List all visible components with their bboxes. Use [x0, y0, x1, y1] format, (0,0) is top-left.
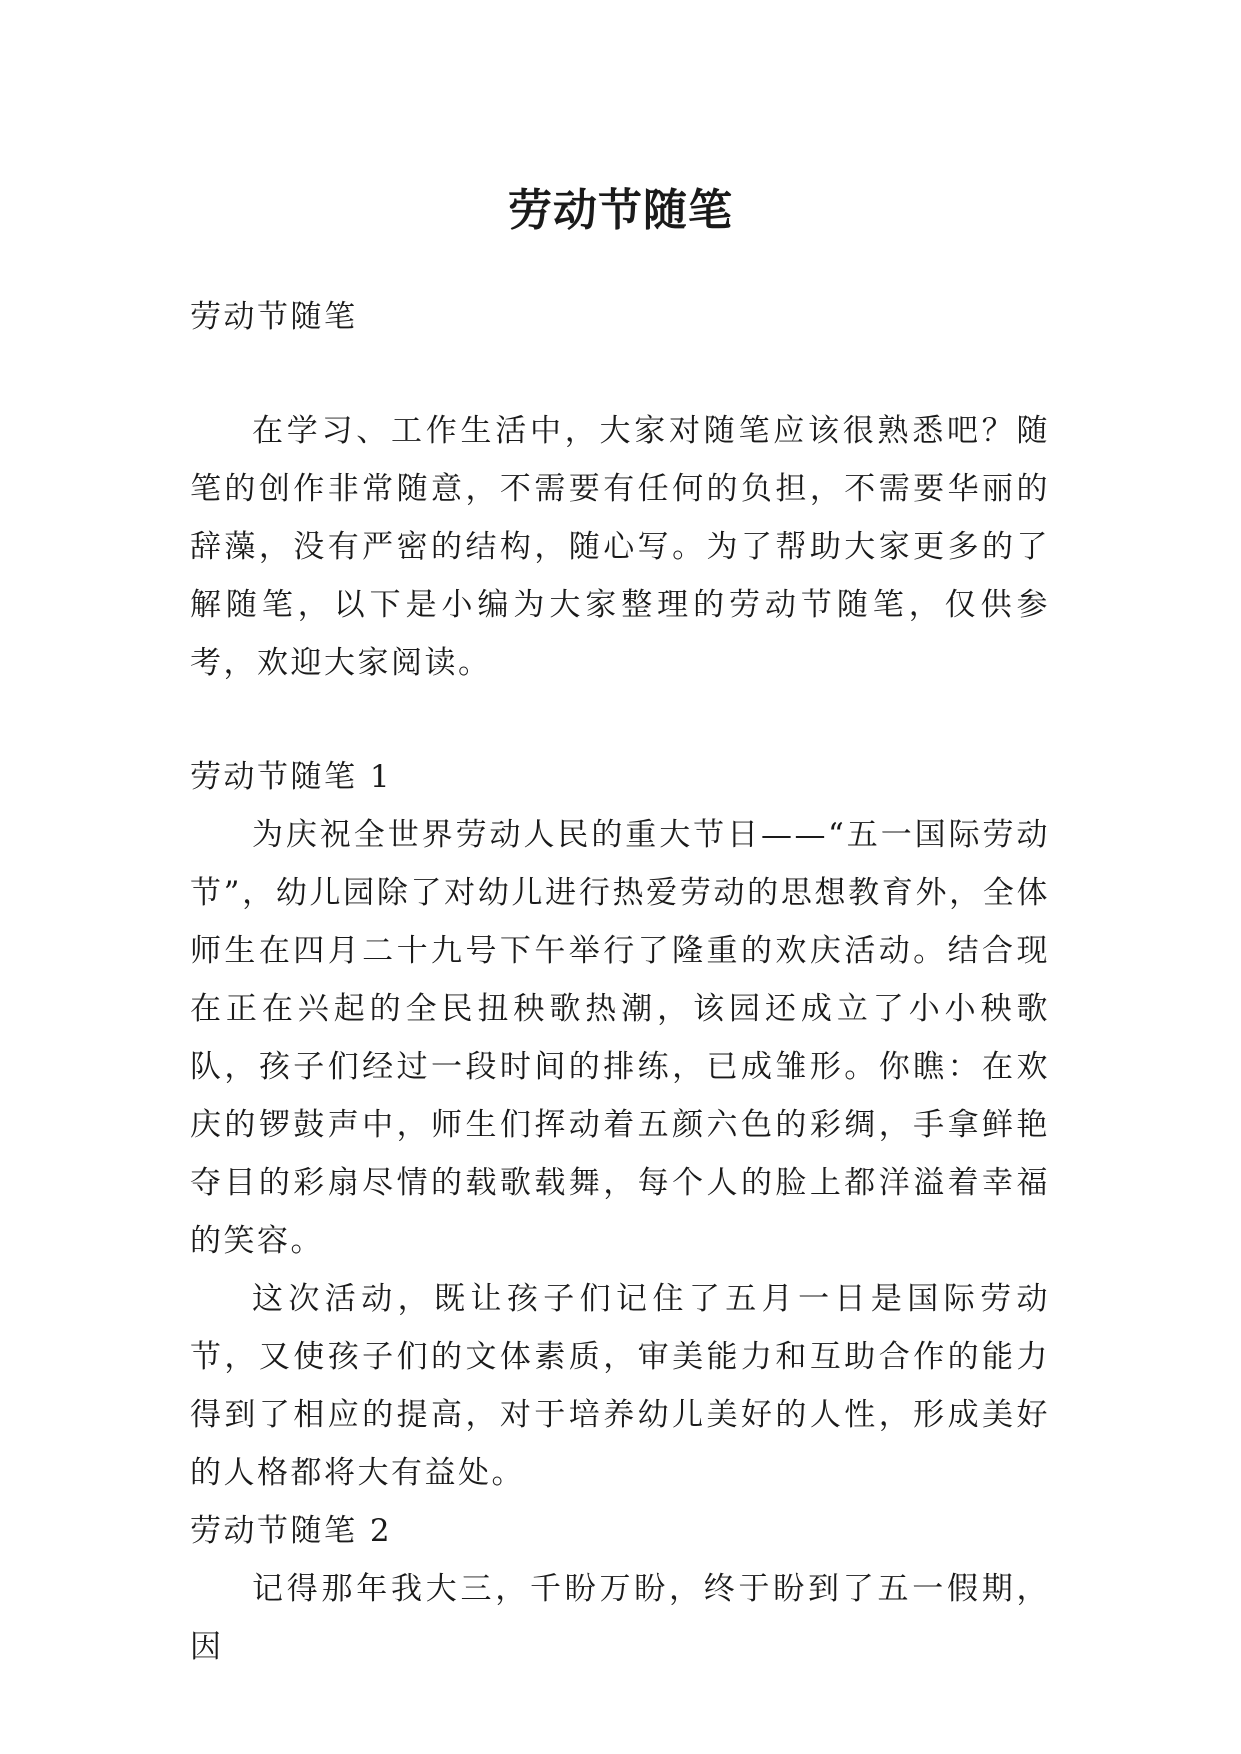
section-heading-2: 劳动节随笔 2: [190, 1513, 393, 1549]
document-subtitle: 劳动节随笔: [190, 299, 358, 335]
intro-paragraph: 在学习、工作生活中，大家对随笔应该很熟悉吧？随笔的创作非常随意，不需要有任何的负担，不需要华丽的辞藻，没有严密的结构，随心写。为了帮助大家更多的了解随笔，以下是小编为大家整理的劳动节随笔，仅供参考，欢迎大家阅读。: [190, 413, 1050, 681]
section-2-paragraph-1: 记得那年我大三，千盼万盼，终于盼到了五一假期，因: [190, 1571, 1050, 1665]
section-1-paragraph-1: 为庆祝全世界劳动人民的重大节日——“五一国际劳动节”，幼儿园除了对幼儿进行热爱劳动的思想教育外，全体师生在四月二十九号下午举行了隆重的欢庆活动。结合现在正在兴起的全民扭秧歌热潮，该园还成立了小小秧歌队，孩子们经过一段时间的排练，已成雏形。你瞧：在欢庆的锣鼓声中，师生们挥动着五颜六色的彩绸，手拿鲜艳夺目的彩扇尽情的载歌载舞，每个人的脸上都洋溢着幸福的笑容。: [190, 817, 1050, 1259]
section-heading-1: 劳动节随笔 1: [190, 759, 393, 795]
document-body: [190, 288, 1050, 1676]
document-title: 劳动节随笔: [508, 185, 733, 237]
section-1-paragraph-2: 这次活动，既让孩子们记住了五月一日是国际劳动节，又使孩子们的文体素质，审美能力和互助合作的能力得到了相应的提高，对于培养幼儿美好的人性，形成美好的人格都将大有益处。: [190, 1281, 1050, 1491]
